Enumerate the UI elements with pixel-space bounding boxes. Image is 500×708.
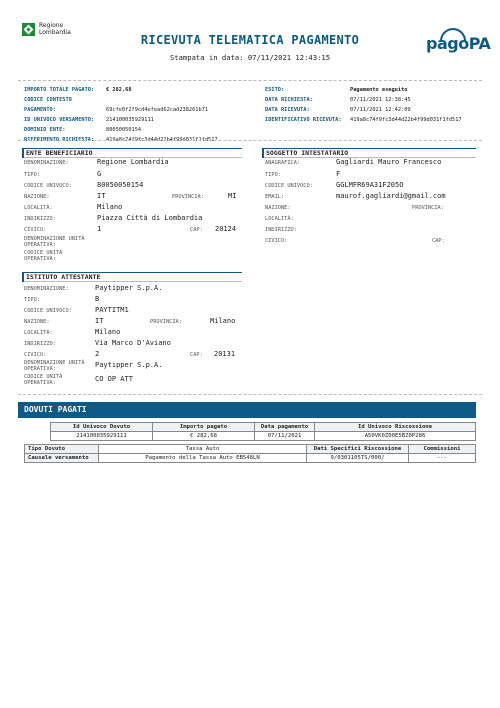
ente-nazione-label: NAZIONE: <box>24 194 50 200</box>
soggetto-anagrafica-label: ANAGRAFICA: <box>265 160 301 166</box>
ente-cap-value: 20124 <box>215 225 237 233</box>
col-header-commissioni: Commissioni <box>409 445 476 454</box>
ente-civico-value: 1 <box>97 225 102 233</box>
table-row <box>25 445 476 454</box>
istituto-indirizzo-label: INDIRIZZO: <box>24 341 56 347</box>
ente-nazione-value: IT <box>97 192 106 200</box>
ente-civico-label: CIVICO: <box>24 227 47 233</box>
istituto-provincia-label: PROVINCIA: <box>150 319 182 325</box>
cell-dati: 9/0301105TS/000/ <box>307 454 409 463</box>
col-header-dati: Dati Specifici Riscossione <box>307 445 409 454</box>
istituto-civico-value: 2 <box>95 350 100 358</box>
print-date: Stampata in data: 07/11/2021 12:43:15 <box>169 53 331 62</box>
section-bar <box>22 272 24 282</box>
ente-cod-unita-label: CODICE UNITÀ OPERATIVA: <box>24 250 63 262</box>
divider <box>18 394 482 395</box>
istituto-cod-unita-value: CO OP ATT <box>95 375 133 383</box>
ente-cap-label: CAP: <box>190 227 203 233</box>
soggetto-email-label: EMAIL: <box>265 194 285 200</box>
cell-importo: € 282,68 <box>153 432 255 441</box>
codice-contesto-label: CODICE CONTESTO PAGAMENTO: <box>24 97 72 113</box>
ente-tipo-label: TIPO: <box>24 172 40 178</box>
col-header-data: Data pagamento <box>255 423 315 432</box>
soggetto-email-value: maurof.gagliardi@gmail.com <box>336 192 446 200</box>
istituto-denominazione-value: Paytipper S.p.A. <box>95 284 163 292</box>
istituto-den-unita-value: Paytipper S.p.A. <box>95 361 163 369</box>
cell-tipo: Tassa Auto <box>99 445 307 454</box>
ente-localita-value: Milano <box>97 203 123 211</box>
logo-text-regione: Regione <box>39 22 64 29</box>
summary-left <box>24 85 218 145</box>
istituto-nazione-value: IT <box>95 317 104 325</box>
logo-text-lombardia: Lombardia <box>39 29 71 36</box>
ente-denominazione-label: DENOMINAZIONE: <box>24 160 69 166</box>
istituto-codice-value: PAYTITM1 <box>95 306 129 314</box>
ente-provincia-label: PROVINCIA: <box>172 194 204 200</box>
data-ricevuta-value: 07/11/2021 12:42:09 <box>350 107 411 113</box>
istituto-tipo-label: TIPO: <box>24 297 40 303</box>
dominio-label: DOMINIO ENTE: <box>24 127 66 133</box>
soggetto-localita-label: LOCALITÀ: <box>265 216 294 222</box>
divider <box>18 140 482 141</box>
cell-iud: 214100035929111 <box>51 432 153 441</box>
esito-label: ESITO: <box>265 87 285 93</box>
data-richiesta-value: 07/11/2021 12:38:45 <box>350 97 411 103</box>
codice-contesto-value: 69cfe0f2f9cd4efead62cad238261b71 <box>106 107 209 113</box>
istituto-indirizzo-value: Via Marco D'Aviano <box>95 339 171 347</box>
dovuti-table-main <box>50 422 476 441</box>
iuv-value: 214100035929111 <box>106 117 154 123</box>
istituto-cod-unita-label: CODICE UNITÀ OPERATIVA: <box>24 374 63 386</box>
istituto-attestante-header <box>22 272 242 282</box>
id-ricevuta-label: IDENTIFICATIVO RICEVUTA: <box>265 117 342 123</box>
importo-label: IMPORTO TOTALE PAGATO: <box>24 87 95 93</box>
ente-title: ENTE BENEFICIARIO <box>26 149 93 157</box>
istituto-den-unita-label: DENOMINAZIONE UNITÀ OPERATIVA: <box>24 360 85 372</box>
dovuti-pagati-header: DOVUTI PAGATI <box>18 402 476 418</box>
cell-data: 07/11/2021 <box>255 432 315 441</box>
id-ricevuta-value: 419a8c74f9fc3d44d22b4f99d031f1fd517 <box>350 117 462 123</box>
cell-causale: Pagamento della Tassa Auto EB548LN <box>99 454 307 463</box>
cell-iur: A50VK0Z00E5BZ0P286 <box>315 432 476 441</box>
soggetto-cap-label: CAP: <box>432 238 445 244</box>
row-header-causale: Causale versamento <box>25 454 99 463</box>
istituto-denominazione-label: DENOMINAZIONE: <box>24 286 69 292</box>
ente-denominazione-value: Regione Lombardia <box>97 158 169 166</box>
ente-localita-label: LOCALITÀ: <box>24 205 53 211</box>
soggetto-tipo-label: TIPO: <box>265 172 281 178</box>
soggetto-nazione-label: NAZIONE: <box>265 205 291 211</box>
cell-commissioni: --- <box>409 454 476 463</box>
soggetto-title: SOGGETTO INTESTATARIO <box>266 149 349 157</box>
importo-value: € 282,68 <box>106 87 132 93</box>
table-row <box>51 423 476 432</box>
col-header-iur: Id Univoco Riscossione <box>315 423 476 432</box>
ente-indirizzo-value: Piazza Città di Lombardia <box>97 214 203 222</box>
dominio-value: 80050050154 <box>106 127 142 133</box>
section-bar <box>262 148 264 158</box>
riferimento-value: 419a8c74f9fc3d44d22b4f99d031f1fd517 <box>106 137 218 143</box>
col-header-iud: Id Univoco Dovuto <box>51 423 153 432</box>
soggetto-intestatario-header <box>262 148 476 158</box>
table-row <box>25 454 476 463</box>
istituto-civico-label: CIVICO: <box>24 352 47 358</box>
ente-codice-label: CODICE UNIVOCO: <box>24 183 72 189</box>
page-title: RICEVUTA TELEMATICA PAGAMENTO <box>140 33 360 47</box>
col-header-importo: Importo pagato <box>153 423 255 432</box>
istituto-provincia-value: Milano <box>210 317 236 325</box>
istituto-tipo-value: B <box>95 295 100 303</box>
istituto-title: ISTITUTO ATTESTANTE <box>26 273 101 281</box>
soggetto-civico-label: CIVICO: <box>265 238 288 244</box>
istituto-localita-value: Milano <box>95 328 121 336</box>
riferimento-label: RIFERIMENTO RICHIESTA: <box>24 137 95 143</box>
soggetto-provincia-label: PROVINCIA: <box>412 205 444 211</box>
ente-codice-value: 80050050154 <box>97 181 144 189</box>
section-bar <box>22 148 24 158</box>
soggetto-tipo-value: F <box>336 170 341 178</box>
istituto-nazione-label: NAZIONE: <box>24 319 50 325</box>
ente-den-unita-label: DENOMINAZIONE UNITÀ OPERATIVA: <box>24 236 85 248</box>
data-richiesta-label: DATA RICHIESTA: <box>265 97 313 103</box>
ente-tipo-value: G <box>97 170 102 178</box>
data-ricevuta-label: DATA RICEVUTA: <box>265 107 310 113</box>
ente-beneficiario-header <box>22 148 242 158</box>
table-row <box>51 432 476 441</box>
istituto-cap-label: CAP: <box>190 352 203 358</box>
row-header-tipo: Tipo Dovuto <box>25 445 99 454</box>
istituto-cap-value: 20131 <box>214 350 236 358</box>
divider <box>18 80 482 81</box>
iuv-label: ID UNIVOCO VERSAMENTO: <box>24 117 95 123</box>
dovuti-table-details <box>24 444 476 463</box>
esito-value: Pagamento eseguito <box>350 87 408 93</box>
soggetto-codice-value: GGLMFR69A31F205O <box>336 181 404 189</box>
pagopa-logo: pagoPA <box>426 34 491 53</box>
soggetto-anagrafica-value: Gagliardi Mauro Francesco <box>336 158 442 166</box>
soggetto-indirizzo-label: INDIRIZZO: <box>265 227 297 233</box>
ente-indirizzo-label: INDIRIZZO: <box>24 216 56 222</box>
summary-right <box>265 85 462 125</box>
ente-provincia-value: MI <box>228 192 237 200</box>
istituto-codice-label: CODICE UNIVOCO: <box>24 308 72 314</box>
soggetto-codice-label: CODICE UNIVOCO: <box>265 183 313 189</box>
istituto-localita-label: LOCALITÀ: <box>24 330 53 336</box>
